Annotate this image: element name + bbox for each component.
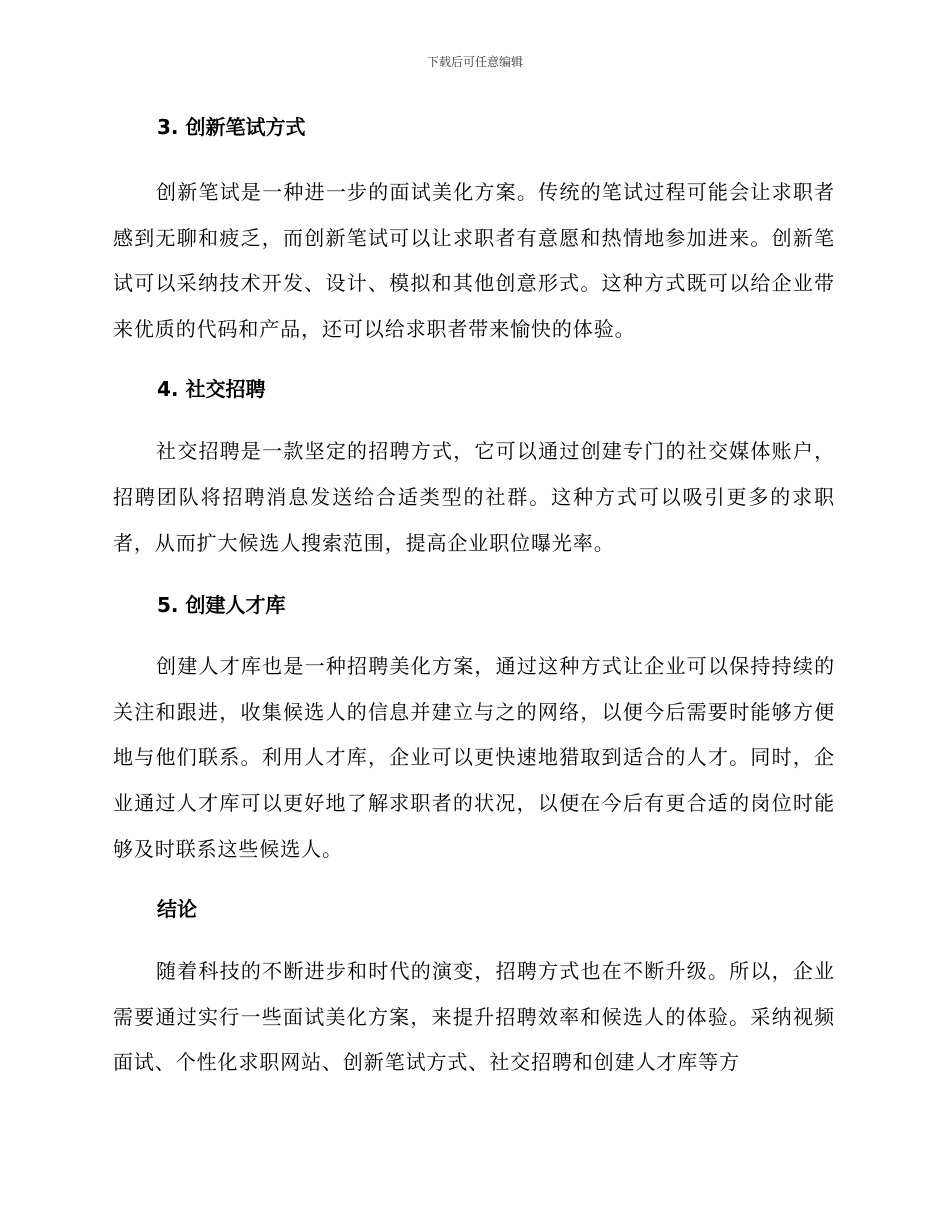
section-heading-talent-pool: 5. 创建人才库: [157, 593, 286, 618]
document-body: [113, 110, 835, 1086]
section-paragraph-conclusion: 随着科技的不断进步和时代的演变，招聘方式也在不断升级。所以，企业需要通过实行一些面试美化方案，来提升招聘效率和候选人的体验。采纳视频面试、个性化求职网站、创新笔试方式、社交招聘和创建人才库等方: [113, 959, 835, 1075]
section-paragraph-talent-pool: 创建人才库也是一种招聘美化方案，通过这种方式让企业可以保持持续的关注和跟进，收集候选人的信息并建立与之的网络，以便今后需要时能够方便地与他们联系。利用人才库，企业可以更快速地猎取到适合的人才。同时，企业通过人才库可以更好地了解求职者的状况，以便在今后有更合适的岗位时能够及时联系这些候选人。: [113, 654, 835, 861]
section-paragraph-social-recruiting: 社交招聘是一款坚定的招聘方式，它可以通过创建专门的社交媒体账户，招聘团队将招聘消息发送给合适类型的社群。这种方式可以吸引更多的求职者，从而扩大候选人搜索范围，提高企业职位曝光率。: [113, 439, 835, 555]
section-heading-social-recruiting: 4. 社交招聘: [157, 377, 266, 402]
section-heading-innovative-written-test: 3. 创新笔试方式: [157, 115, 306, 139]
section-heading-conclusion: 结论: [157, 897, 197, 922]
section-paragraph-innovative-written-test: 创新笔试是一种进一步的面试美化方案。传统的笔试过程可能会让求职者感到无聊和疲乏，而创新笔试可以让求职者有意愿和热情地参加进来。创新笔试可以采纳技术开发、设计、模拟和其他创意形式。这种方式既可以给企业带来优质的代码和产品，还可以给求职者带来愉快的体验。: [113, 180, 835, 341]
page-header: 下载后可任意编辑: [426, 55, 523, 69]
